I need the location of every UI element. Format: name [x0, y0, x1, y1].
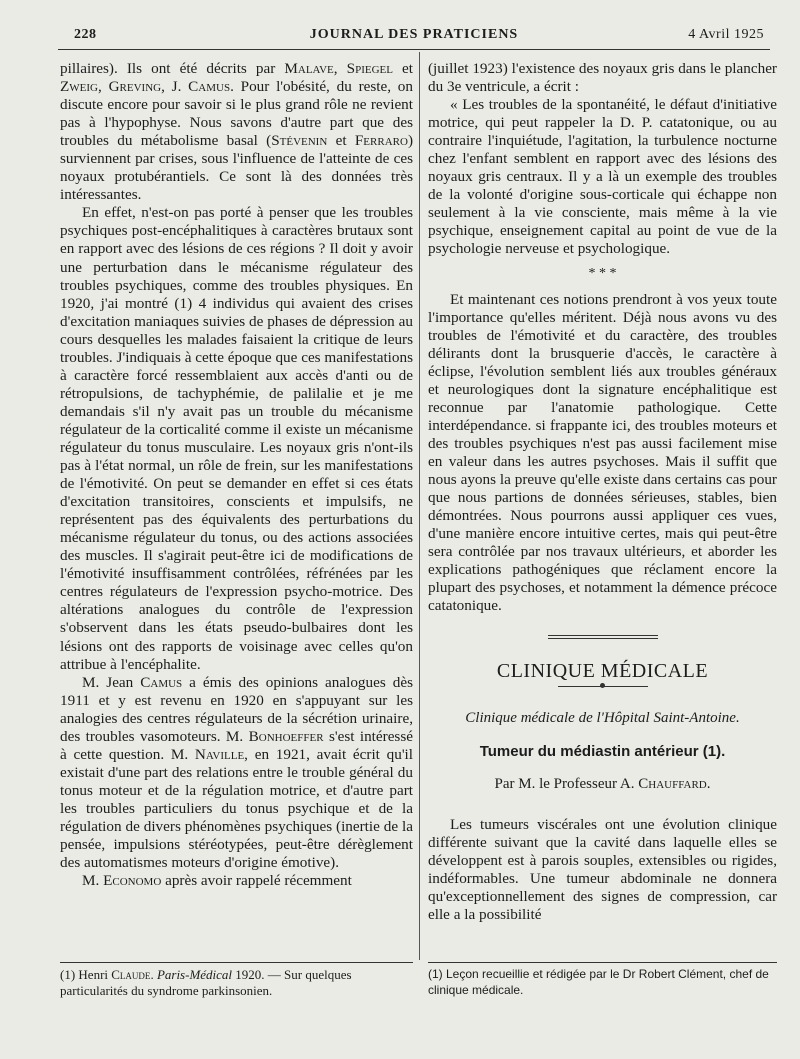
- author-name: Zweig: [60, 78, 98, 96]
- author-name: Economo: [103, 872, 162, 890]
- column-divider: [419, 52, 420, 960]
- page-header: [58, 27, 770, 47]
- header-rule: [58, 49, 770, 50]
- left-column: [60, 60, 413, 890]
- footnote-rule: [428, 962, 777, 963]
- author-name: Chauffard: [638, 776, 707, 793]
- author-name: Spiegel: [346, 60, 393, 77]
- author-name: Camus: [188, 78, 231, 96]
- paragraph: M. Economo après avoir rappelé récemment: [82, 872, 352, 890]
- quotation: « Les troubles de la spontanéité, le défaut d'initiative motrice, qui peut rappeler la D. P. catatonique, ou au contraire l'inquiétude, l'agitation, la turbulence nocturne chez l'enfant semblent en rapport avec des lésions des noyaux gris centraux. Il y a là un exemple des troubles de la volonté d'origine sous-corticale qui échappe non seulement à la vie consciente, mais même à la vie psychique, enseignement capital au point de vue de la psychologie nerveuse et psychologique.: [428, 96, 777, 258]
- footnote-right: (1) Leçon recueillie et rédigée par le Dr Robert Clément, chef de clinique médicale.: [428, 967, 769, 997]
- author-name: Camus: [140, 673, 183, 691]
- author-name: Malave: [284, 60, 334, 77]
- asterism: * * *: [588, 265, 617, 281]
- article-title: Tumeur du médiastin antérieur (1).: [479, 743, 726, 761]
- issue-date: 4 Avril 1925: [688, 27, 764, 42]
- paragraph: En effet, n'est-on pas porté à penser que les troubles psychiques post-encéphalitiques à caractères brutaux sont en rapport avec des lésions de ces régions ? Il doit y avoir une perturbation dans le mécanisme régulateur des troubles psychiques, comme des troubles physiques. En 1920, j'ai montré (1) 4 individus qui avaient des crises d'excitation maniaques suivies de phases de dépression au cours desquelles les malades faisaient la critique de leurs troubles. J'indiquais à cette époque que ces manifestations à caractère forcé ressemblaient aux accès d'anti ou de rétropulsions, de tachyphémie, de palilalie et je me demandais s'il n'y avait pas un trouble du mécanisme régulateur de la corticalité comme il existe un mécanisme régulateur du tonus musculaire. Les noyaux gris n'ont-ils pas à l'état normal, un rôle de frein, sur les manifestations de l'émotivité. On peut se demander en effet si ces états d'excitation transitoires, conscients et impulsifs, ne représentent pas des équivalents des perturbations du mécanisme régulateur du tonus, ou des actions associées des muscles. Il s'agirait peut-être ici de modifications de l'émotivité insuffisamment contrôlées, réfrénées par les centres régulateurs de l'expression psycho-motrice. Des altérations analogues du contrôle de l'expression s'observent dans les états pseudo-bulbaires dont les lésions ont des rapports de voisinage avec celles qu'on attribue à l'encéphalite.: [60, 204, 413, 673]
- footnote-left: (1) Henri Claude. Paris-Médical 1920. — Sur quelques particularités du syndrome parkinsonien.: [60, 967, 352, 998]
- subsection-title: Clinique médicale de l'Hôpital Saint-Antoine.: [465, 710, 740, 727]
- page-number: 228: [74, 27, 97, 42]
- paragraph: M. Jean Camus a émis des opinions analogues dès 1911 et y est revenu en 1920 en s'appuyant sur les analogies des centres régulateurs de la sécrétion urinaire, des troubles vasomoteurs. M. Bonhoeffer s'est intéressé à cette question. M. Naville, en 1921, avait écrit qu'il existait d'une part des relations entre le trouble général du tonus moteur et de la régulation motrice, et d'autre part les troubles particuliers du tonus psychique et de la régulation de divers phénomènes psychiques (inertie de la pensée, impulsions stéréotypées, peut-être dérèglement des automatismes moteurs d'origine émotive).: [60, 673, 413, 872]
- journal-title: JOURNAL DES PRATICIENS: [309, 27, 519, 42]
- author-name: Ferraro: [354, 132, 408, 150]
- right-column: [428, 60, 777, 924]
- paragraph: Les tumeurs viscérales ont une évolution clinique différente suivant que la cavité dans laquelle elles se développent est à parois souples, extensibles ou rigides, indéformables. Une tumeur abdominale ne donnera qu'exceptionnellement des signes de compression, car elle a la possibilité: [428, 815, 777, 923]
- author-name: Stévenin: [271, 132, 328, 150]
- footnote-rule: [60, 962, 413, 963]
- paragraph: pillaires). Ils ont été décrits par Malave, Spiegel et Zweig, Greving, J. Camus. Pour l'obésité, du reste, on discute encore pour savoir si le plus grand rôle ne revient pas à l'hypophyse. Nous savons d'autre part que des troubles du métabolisme basal (Stévenin et Ferraro) surviennent par crises, sous l'influence de l'atteinte de ces noyaux protubérantiels. Ce sont là des données très intéressantes.: [60, 60, 414, 204]
- author-name: Naville: [194, 745, 245, 763]
- paragraph: Et maintenant ces notions prendront à vos yeux toute l'importance qu'elles méritent. Déjà nous avons vu des troubles de l'émotivité et du caractère, des troubles délirants dont la brusquerie d'accès, le caractère à éclipse, l'évolution semblent liés aux troubles généraux et neurologiques dont la signature encéphalitique est reconnue par l'anatomie pathologique. Cette interdépendance. si frappante ici, des troubles moteurs et des troubles psychiques n'est pas aussi facilement mise en valeur dans les autres psychoses. Mais il suffit que nous ayons la preuve qu'elle existe dans certains cas pour que nous partions de données sérieuses, stables, bien démontrées. Nous pourrons aussi appliquer ces vues, d'une manière encore intuitive certes, mais qui peut-être sera contrôlée par nos travaux ultérieurs, et aborder les explications pathogéniques que réclament encore la plupart des psychoses, et notamment la démence précoce catatonique.: [428, 290, 777, 615]
- paragraph: (juillet 1923) l'existence des noyaux gris dans le plancher du 3e ventricule, a écrit :: [428, 60, 777, 96]
- section-ornament: [548, 635, 658, 641]
- author-name: Bonhoeffer: [248, 727, 324, 745]
- author-name: Greving: [108, 78, 162, 96]
- section-title: CLINIQUE MÉDICALE: [496, 660, 709, 683]
- byline: Par M. le Professeur A. Chauffard.: [494, 776, 711, 793]
- title-rule: [558, 686, 648, 687]
